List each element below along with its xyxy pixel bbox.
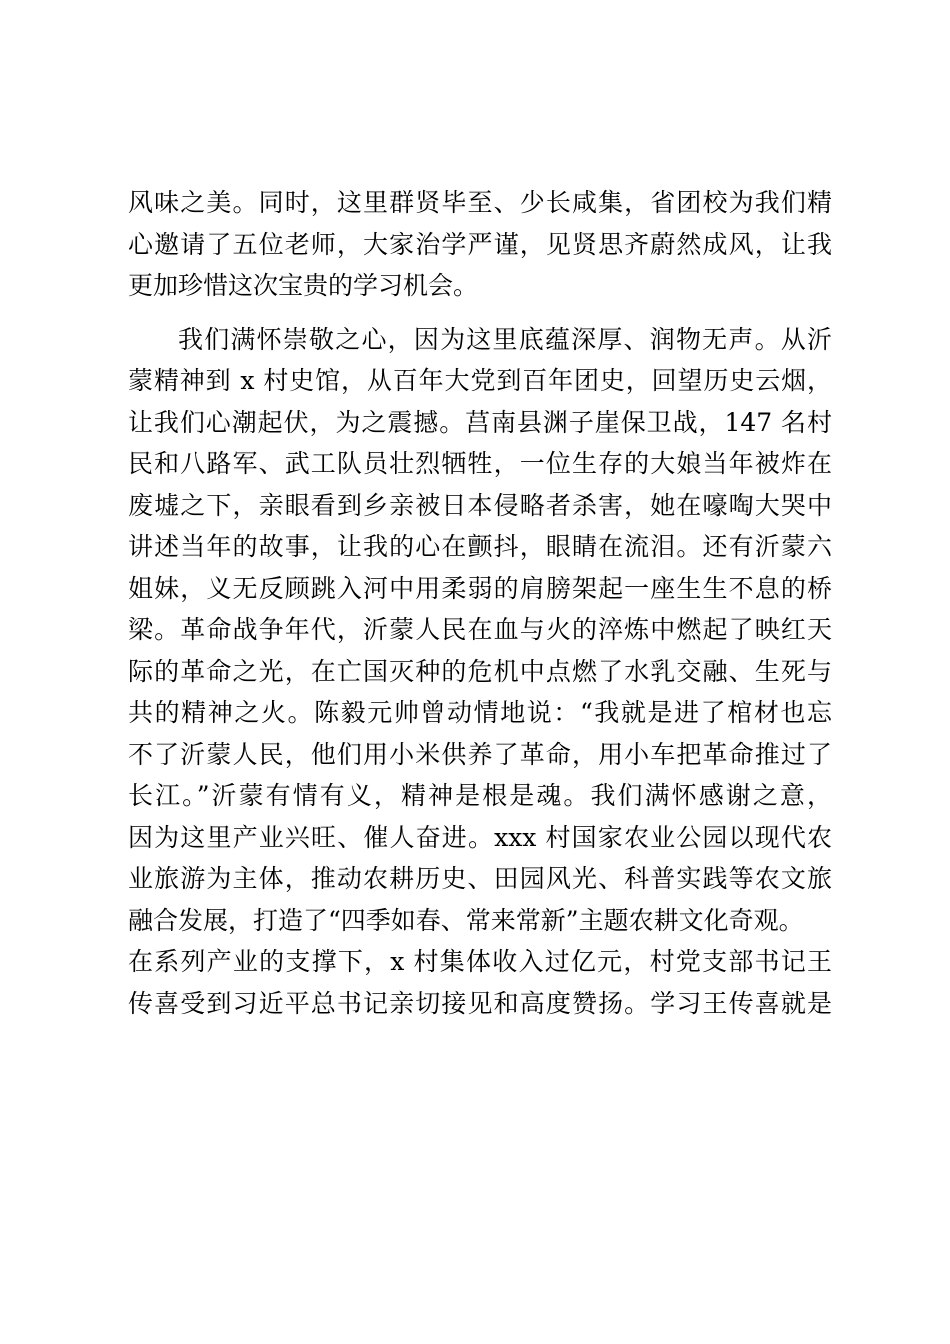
text-line: 更加珍惜这次宝贵的学习机会。 xyxy=(128,271,479,300)
text-line: 传喜受到习近平总书记亲切接见和高度赞扬。学习王传喜就是 xyxy=(128,988,832,1018)
body-text xyxy=(128,182,832,1024)
text-line: 民和八路军、武工队员壮烈牺牲，一位生存的大娘当年被炸在 xyxy=(128,449,832,478)
text-line: 在系列产业的支撑下，x 村集体收入过亿元，村党支部书记王 xyxy=(128,947,832,976)
text-line: 长江。”沂蒙有情有义，精神是根是魂。我们满怀感谢之意， xyxy=(128,781,832,810)
text-line: 业旅游为主体，推动农耕历史、田园风光、科普实践等农文旅 xyxy=(128,864,832,893)
text-line: 我们满怀崇敬之心，因为这里底蕴深厚、润物无声。从沂 xyxy=(178,324,832,354)
text-line: 因为这里产业兴旺、催人奋进。xxx 村国家农业公园以现代农 xyxy=(128,822,832,852)
text-line: 让我们心潮起伏，为之震撼。莒南县渊子崖保卫战，147 名村 xyxy=(128,407,832,437)
text-line: 融合发展，打造了“四季如春、常来常新”主题农耕文化奇观。 xyxy=(128,905,804,935)
paragraph-spacing xyxy=(128,307,832,319)
text-line: 共的精神之火。陈毅元帅曾动情地说：“我就是进了棺材也忘 xyxy=(128,698,832,727)
text-line: 蒙精神到 x 村史馆，从百年大党到百年团史，回望历史云烟， xyxy=(128,366,832,395)
text-line: 际的革命之光，在亡国灭种的危机中点燃了水乳交融、生死与 xyxy=(128,656,832,686)
text-line: 废墟之下，亲眼看到乡亲被日本侵略者杀害，她在嚎啕大哭中 xyxy=(128,490,832,520)
text-line: 心邀请了五位老师，大家治学严谨，见贤思齐蔚然成风，让我 xyxy=(128,229,832,259)
text-line: 梁。革命战争年代，沂蒙人民在血与火的淬炼中燃起了映红天 xyxy=(128,615,832,644)
paragraph-2 xyxy=(128,319,832,1025)
paragraph-1 xyxy=(128,182,832,307)
text-line: 姐妹，义无反顾跳入河中用柔弱的肩膀架起一座生生不息的桥 xyxy=(128,573,832,603)
text-line: 风味之美。同时，这里群贤毕至、少长咸集，省团校为我们精 xyxy=(128,188,832,217)
text-line: 不了沂蒙人民，他们用小米供养了革命，用小车把革命推过了 xyxy=(128,739,832,769)
text-line: 讲述当年的故事，让我的心在颤抖，眼睛在流泪。还有沂蒙六 xyxy=(128,532,832,561)
